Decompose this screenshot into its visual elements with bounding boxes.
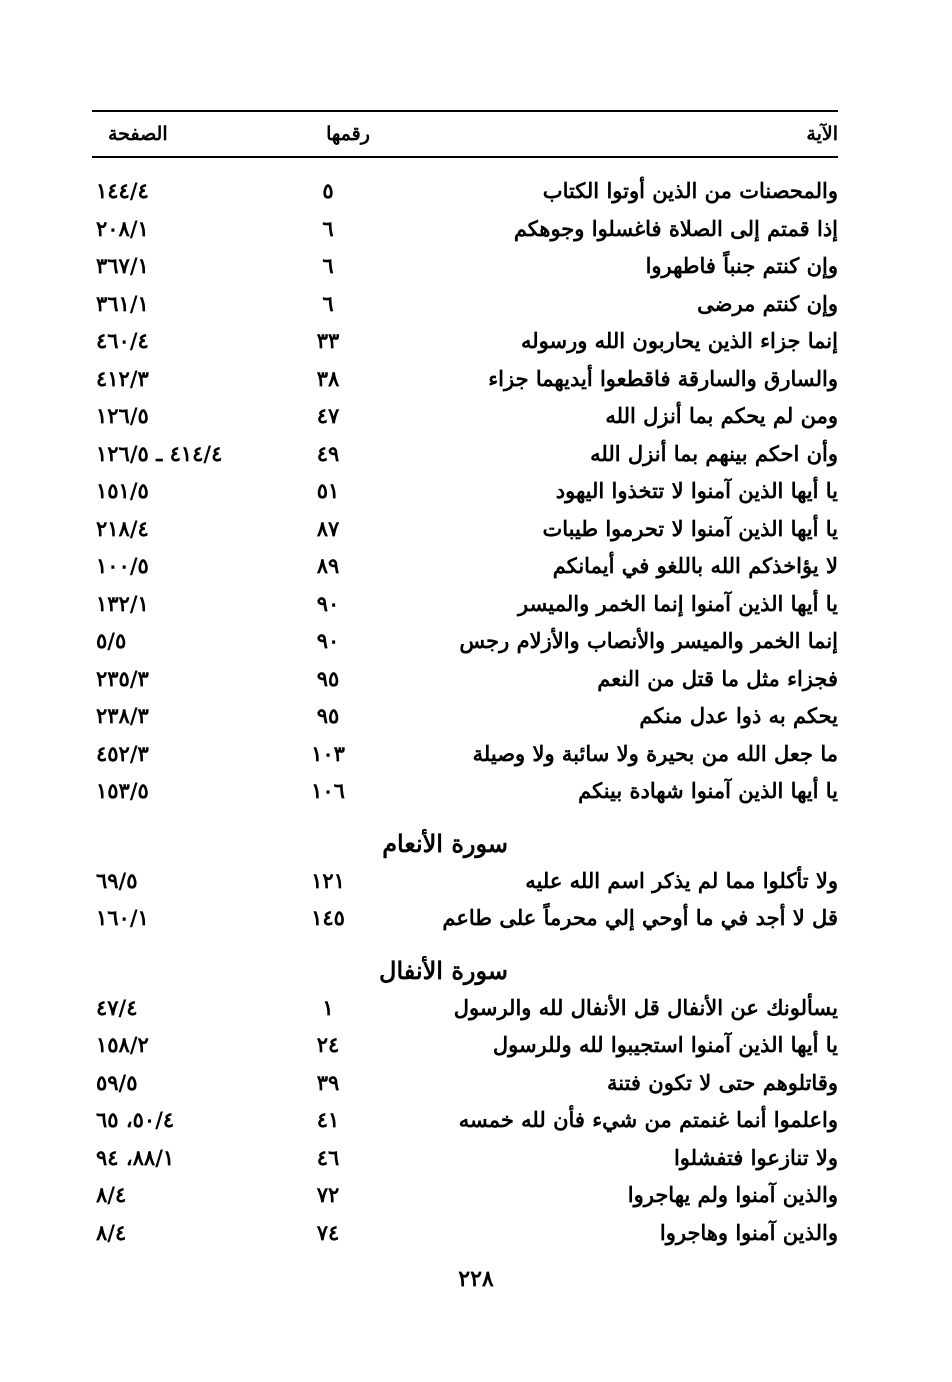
page-reference: ٢١٨/٤ <box>96 515 149 541</box>
verse-column-heading: الآية <box>806 123 838 145</box>
verse-text: ومن لم يحكم بما أنزل الله <box>605 403 838 429</box>
index-page <box>92 110 838 1251</box>
verse-text: يحكم به ذوا عدل منكم <box>639 703 838 729</box>
page-reference: ٤٥٢/٣ <box>96 740 149 766</box>
page-reference: ٥/٥ <box>96 628 127 654</box>
page-reference: ٤١٢/٣ <box>96 365 149 391</box>
index-row <box>92 862 838 900</box>
page-reference: ٣٦١/١ <box>96 290 149 316</box>
verse-number: ٤٦ <box>316 1144 340 1170</box>
index-row <box>92 1101 838 1139</box>
index-row <box>92 285 838 323</box>
verse-text: والمحصنات من الذين أوتوا الكتاب <box>542 178 838 204</box>
page-reference: ١٥٨/٢ <box>96 1032 149 1058</box>
page-reference: ٨/٤ <box>96 1219 127 1245</box>
page-number: ٢٢٨ <box>458 1266 494 1292</box>
verse-number: ٩٠ <box>316 590 340 616</box>
verse-text: يا أيها الذين آمنوا إنما الخمر والميسر <box>518 590 838 616</box>
verse-number: ٩٠ <box>316 628 340 654</box>
verse-number: ٧٤ <box>316 1219 340 1245</box>
index-row <box>92 1139 838 1177</box>
index-row <box>92 660 838 698</box>
verse-text: لا يؤاخذكم الله باللغو في أيمانكم <box>552 553 838 579</box>
verse-text: ما جعل الله من بحيرة ولا سائبة ولا وصيلة <box>472 740 838 766</box>
verse-text: إنما الخمر والميسر والأنصاب والأزلام رجس <box>459 628 838 654</box>
surah-heading-anam: سورة الأنعام <box>382 828 508 858</box>
verse-text: والسارق والسارقة فاقطعوا أيديهما جزاء <box>488 365 838 391</box>
verse-number: ٣٨ <box>316 365 340 391</box>
verse-number: ٥١ <box>316 478 340 504</box>
verse-number: ٩٥ <box>316 665 340 691</box>
index-row <box>92 735 838 773</box>
page-reference: ١٥١/٥ <box>96 478 149 504</box>
verse-number: ٥ <box>322 178 334 204</box>
index-row <box>92 435 838 473</box>
verse-text: ولا تأكلوا مما لم يذكر اسم الله عليه <box>525 867 838 893</box>
header-bottom-rule <box>92 156 838 158</box>
verse-text: يا أيها الذين آمنوا لا تحرموا طيبات <box>542 515 838 541</box>
index-row <box>92 547 838 585</box>
verse-text: وأن احكم بينهم بما أنزل الله <box>590 440 838 466</box>
verse-number: ١٠٣ <box>311 740 345 766</box>
page-reference: ١٥٣/٥ <box>96 778 149 804</box>
page-reference: ١٠٠/٥ <box>96 553 149 579</box>
verse-text: إنما جزاء الذين يحاربون الله ورسوله <box>520 328 838 354</box>
verse-text: والذين آمنوا وهاجروا <box>659 1219 838 1245</box>
index-row <box>92 899 838 937</box>
verse-number: ٤١ <box>316 1107 340 1133</box>
column-header <box>92 112 838 156</box>
page-reference: ١٤٤/٤ <box>96 178 149 204</box>
verse-text: ولا تنازعوا فتفشلوا <box>673 1144 838 1170</box>
verse-number: ١ <box>322 994 334 1020</box>
number-column-heading: رقمها <box>326 123 370 145</box>
index-row <box>92 322 838 360</box>
verse-number: ٦ <box>322 215 334 241</box>
verse-number: ١٤٥ <box>311 905 345 931</box>
verse-text: وقاتلوهم حتى لا تكون فتنة <box>607 1069 838 1095</box>
page-reference: ٨/٤ <box>96 1182 127 1208</box>
index-row <box>92 989 838 1027</box>
page-reference: ٤١٤/٤ ـ ١٢٦/٥ <box>96 440 223 466</box>
verse-text: إذا قمتم إلى الصلاة فاغسلوا وجوهكم <box>513 215 838 241</box>
verse-number: ١٢١ <box>311 867 345 893</box>
page-reference: ٨٨/١، ٩٤ <box>96 1144 175 1170</box>
verse-text: يا أيها الذين آمنوا لا تتخذوا اليهود <box>555 478 838 504</box>
page-reference: ٤٧/٤ <box>96 994 138 1020</box>
page-reference: ١٣٢/١ <box>96 590 149 616</box>
verse-number: ١٠٦ <box>311 778 345 804</box>
index-row <box>92 472 838 510</box>
verse-number: ٤٧ <box>316 403 340 429</box>
index-row <box>92 510 838 548</box>
verse-number: ٦ <box>322 253 334 279</box>
verse-number: ٣٩ <box>316 1069 340 1095</box>
index-row <box>92 210 838 248</box>
index-row <box>92 772 838 810</box>
verse-text: قل لا أجد في ما أوحي إلي محرماً على طاعم <box>442 905 838 931</box>
verse-text: والذين آمنوا ولم يهاجروا <box>627 1182 838 1208</box>
index-row <box>92 1214 838 1252</box>
verse-list-group-3 <box>92 989 838 1252</box>
verse-text: واعلموا أنما غنمتم من شيء فأن لله خمسه <box>458 1107 838 1133</box>
page-reference: ٤٦٠/٤ <box>96 328 149 354</box>
verse-number: ٩٥ <box>316 703 340 729</box>
verse-text: وإن كنتم مرضى <box>697 290 838 316</box>
verse-number: ٦ <box>322 290 334 316</box>
verse-list-group-1 <box>92 172 838 810</box>
verse-number: ٣٣ <box>316 328 340 354</box>
verse-number: ٨٧ <box>316 515 340 541</box>
verse-text: وإن كنتم جنباً فاطهروا <box>645 253 838 279</box>
index-row <box>92 360 838 398</box>
index-row <box>92 247 838 285</box>
surah-heading-anfal: سورة الأنفال <box>379 955 508 985</box>
index-row <box>92 172 838 210</box>
verse-text: يا أيها الذين آمنوا شهادة بينكم <box>578 778 838 804</box>
page-reference: ١٦٠/١ <box>96 905 149 931</box>
index-row <box>92 1026 838 1064</box>
verse-list-group-2 <box>92 862 838 937</box>
verse-number: ٧٢ <box>316 1182 340 1208</box>
page-reference: ٥٩/٥ <box>96 1069 138 1095</box>
verse-text: يا أيها الذين آمنوا استجيبوا لله وللرسول <box>492 1032 838 1058</box>
page-reference: ٢٣٨/٣ <box>96 703 149 729</box>
index-row <box>92 1064 838 1102</box>
page-column-heading: الصفحة <box>108 123 168 145</box>
verse-text: فجزاء مثل ما قتل من النعم <box>597 665 838 691</box>
verse-text: يسألونك عن الأنفال قل الأنفال لله والرسول <box>453 994 838 1020</box>
page-reference: ٢٣٥/٣ <box>96 665 149 691</box>
index-row <box>92 397 838 435</box>
verse-number: ٢٤ <box>316 1032 340 1058</box>
index-row <box>92 585 838 623</box>
index-row <box>92 622 838 660</box>
page-reference: ٣٦٧/١ <box>96 253 149 279</box>
page-reference: ١٢٦/٥ <box>96 403 149 429</box>
index-row <box>92 697 838 735</box>
page-reference: ٢٠٨/١ <box>96 215 149 241</box>
page-reference: ٦٩/٥ <box>96 867 138 893</box>
verse-number: ٤٩ <box>316 440 340 466</box>
verse-number: ٨٩ <box>316 553 340 579</box>
index-row <box>92 1176 838 1214</box>
page-reference: ٥٠/٤، ٦٥ <box>96 1107 175 1133</box>
